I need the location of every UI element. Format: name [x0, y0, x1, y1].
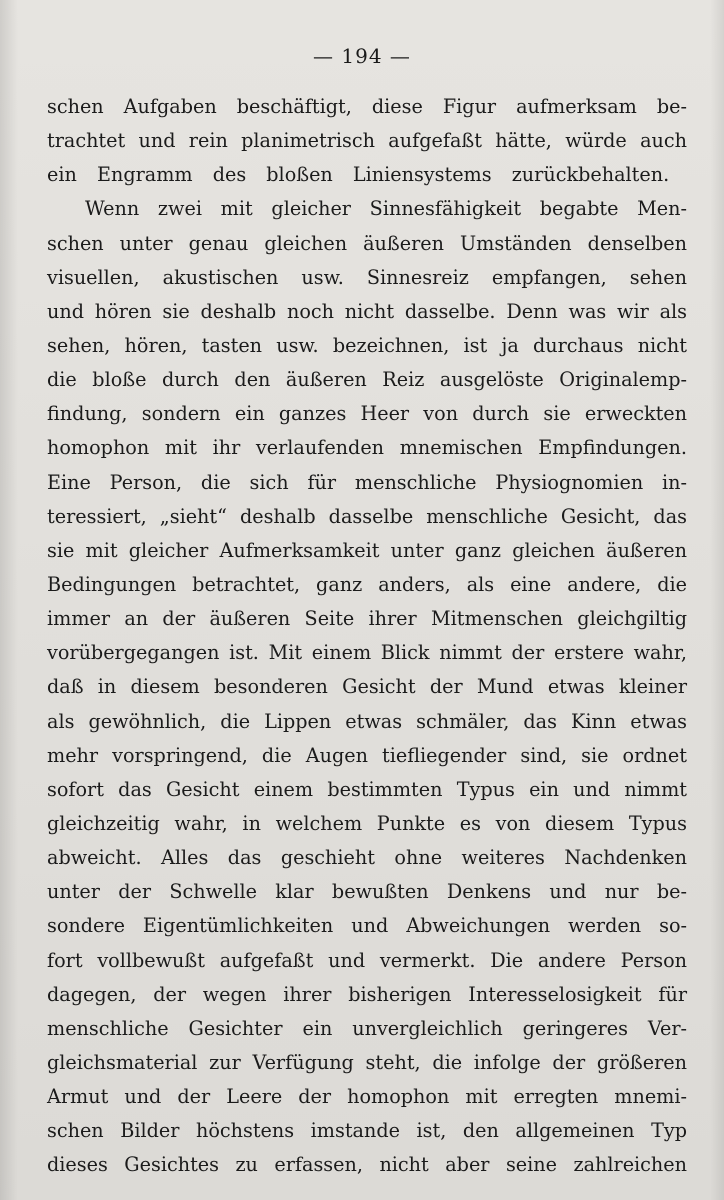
- text-line: fort vollbewußt aufgefaßt und vermerkt. Die andere Person: [47, 948, 687, 972]
- text-line: die bloße durch den äußeren Reiz ausgelöste Originalemp-: [47, 368, 687, 392]
- text-line: sie mit gleicher Aufmerksamkeit unter ganz gleichen äußeren: [47, 538, 687, 562]
- text-line: schen Bilder höchstens imstande ist, den allgemeinen Typ: [47, 1119, 687, 1143]
- text-line: daß in diesem besonderen Gesicht der Mund etwas kleiner: [47, 675, 687, 699]
- text-line: vorübergegangen ist. Mit einem Blick nimmt der erstere wahr,: [47, 641, 687, 665]
- body-text: [47, 90, 687, 1183]
- text-line: unter der Schwelle klar bewußten Denkens und nur be-: [47, 880, 687, 904]
- text-line: sehen, hören, tasten usw. bezeichnen, ist ja durchaus nicht: [47, 333, 687, 357]
- text-line: menschliche Gesichter ein unvergleichlich geringeres Ver-: [47, 1016, 687, 1040]
- text-line: mehr vorspringend, die Augen tiefliegender sind, sie ordnet: [47, 743, 687, 767]
- text-line: schen Aufgaben beschäftigt, diese Figur aufmerksam be-: [47, 95, 687, 118]
- text-line: Wenn zwei mit gleicher Sinnesfähigkeit begabte Men-: [85, 197, 687, 221]
- text-line: gleichzeitig wahr, in welchem Punkte es von diesem Typus: [47, 811, 687, 835]
- text-line: teressiert, „sieht“ deshalb dasselbe menschliche Gesicht, das: [47, 504, 687, 528]
- text-line: schen unter genau gleichen äußeren Umständen denselben: [47, 231, 687, 255]
- text-line: findung, sondern ein ganzes Heer von durch sie erweckten: [47, 402, 687, 426]
- text-line: ein Engramm des bloßen Liniensystems zurückbehalten.: [47, 163, 670, 187]
- text-line: Bedingungen betrachtet, ganz anders, als eine andere, die: [47, 572, 687, 596]
- text-line: Armut und der Leere der homophon mit erregten mnemi-: [47, 1085, 687, 1109]
- text-line: sofort das Gesicht einem bestimmten Typus ein und nimmt: [47, 777, 687, 801]
- text-line: dagegen, der wegen ihrer bisherigen Interesselosigkeit für: [47, 982, 687, 1006]
- page-number: — 194 —: [313, 44, 411, 68]
- text-line: trachtet und rein planimetrisch aufgefaßt hätte, würde auch: [47, 129, 687, 153]
- text-line: als gewöhnlich, die Lippen etwas schmäler, das Kinn etwas: [47, 709, 687, 733]
- text-line: dieses Gesichtes zu erfassen, nicht aber seine zahlreichen: [47, 1153, 687, 1177]
- text-line: sondere Eigentümlichkeiten und Abweichungen werden so-: [47, 914, 687, 938]
- text-line: abweicht. Alles das geschieht ohne weiteres Nachdenken: [47, 846, 687, 870]
- text-line: visuellen, akustischen usw. Sinnesreiz empfangen, sehen: [47, 265, 687, 289]
- text-line: immer an der äußeren Seite ihrer Mitmenschen gleichgiltig: [47, 607, 687, 631]
- text-line: gleichsmaterial zur Verfügung steht, die infolge der größeren: [47, 1050, 687, 1074]
- text-line: homophon mit ihr verlaufenden mnemischen Empfindungen.: [47, 436, 687, 460]
- text-line: und hören sie deshalb noch nicht dasselbe. Denn was wir als: [47, 299, 687, 323]
- text-line: Eine Person, die sich für menschliche Physiognomien in-: [47, 470, 687, 494]
